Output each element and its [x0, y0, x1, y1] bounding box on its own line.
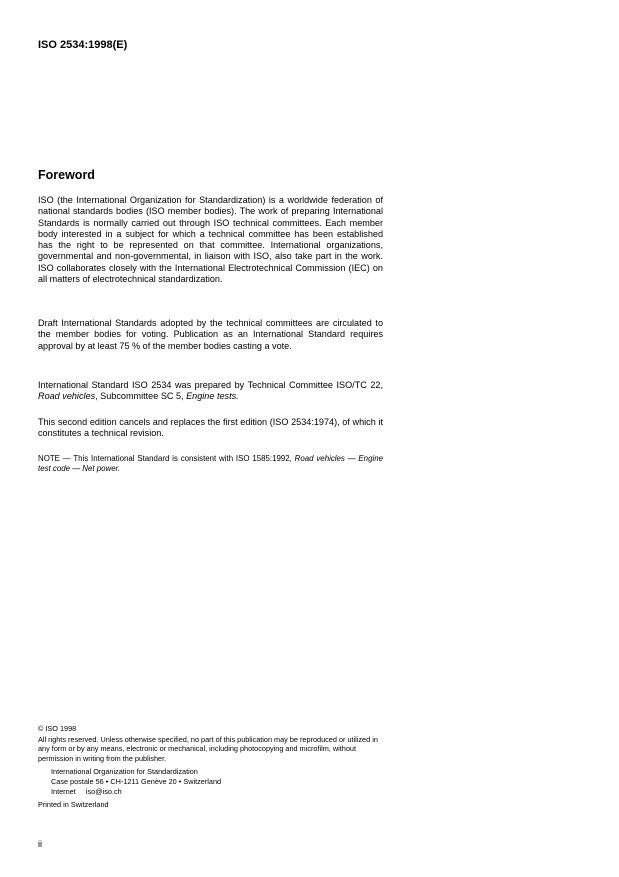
copyright-line: © ISO 1998 — [38, 724, 77, 733]
copyright-organization: International Organization for Standardization — [51, 767, 198, 776]
foreword-note — [38, 454, 383, 473]
p3-text-2: , Subcommittee SC 5, — [95, 391, 187, 402]
page-number: ii — [38, 839, 42, 849]
note-italic-reference: Road vehicles — Engine test code — Net power. — [38, 454, 383, 473]
foreword-paragraph-4: This second edition cancels and replaces the first edition (ISO 2534:1974), of which it constitutes a technical revision. — [38, 417, 383, 439]
copyright-rights: All rights reserved. Unless otherwise specified, no part of this publication may be reproduced or utilized in any form or by any means, electronic or mechanical, including photocopying and microfilm, without permission in writing from the publisher. — [38, 735, 378, 763]
document-id-header: ISO 2534:1998(E) — [38, 39, 128, 51]
internet-email: iso@iso.ch — [85, 787, 122, 796]
p3-text-1: International Standard ISO 2534 was prepared by Technical Committee ISO/TC 22, — [38, 380, 383, 390]
note-text: NOTE — This International Standard is consistent with ISO 1585:1992, — [38, 454, 295, 463]
p3-italic-subcommittee: Engine tests. — [186, 391, 239, 402]
p3-italic-committee: Road vehicles — [38, 391, 96, 402]
copyright-internet — [51, 787, 122, 796]
foreword-paragraph-1: ISO (the International Organization for Standardization) is a worldwide federation of national standards bodies (ISO member bodies). The work of preparing International Standards is normally carried out through ISO technical committees. Each member body interested in a subject for which a technical committee has been established has the right to be represented on that committee. International organizations, governmental and non-governmental, in liaison with ISO, also take part in the work. ISO collaborates closely with the International Electrotechnical Commission (IEC) on all matters of electrotechnical standardization. — [38, 195, 383, 285]
foreword-heading: Foreword — [38, 168, 95, 182]
foreword-paragraph-2: Draft International Standards adopted by the technical committees are circulated to the member bodies for voting. Publication as an International Standard requires approval by at least 75 % of the member bodies casting a vote. — [38, 318, 383, 351]
internet-label: Internet — [51, 787, 76, 796]
printed-in: Printed in Switzerland — [38, 800, 109, 809]
copyright-address: Case postale 56 • CH-1211 Genève 20 • Switzerland — [51, 777, 222, 786]
foreword-paragraph-3 — [38, 380, 383, 403]
